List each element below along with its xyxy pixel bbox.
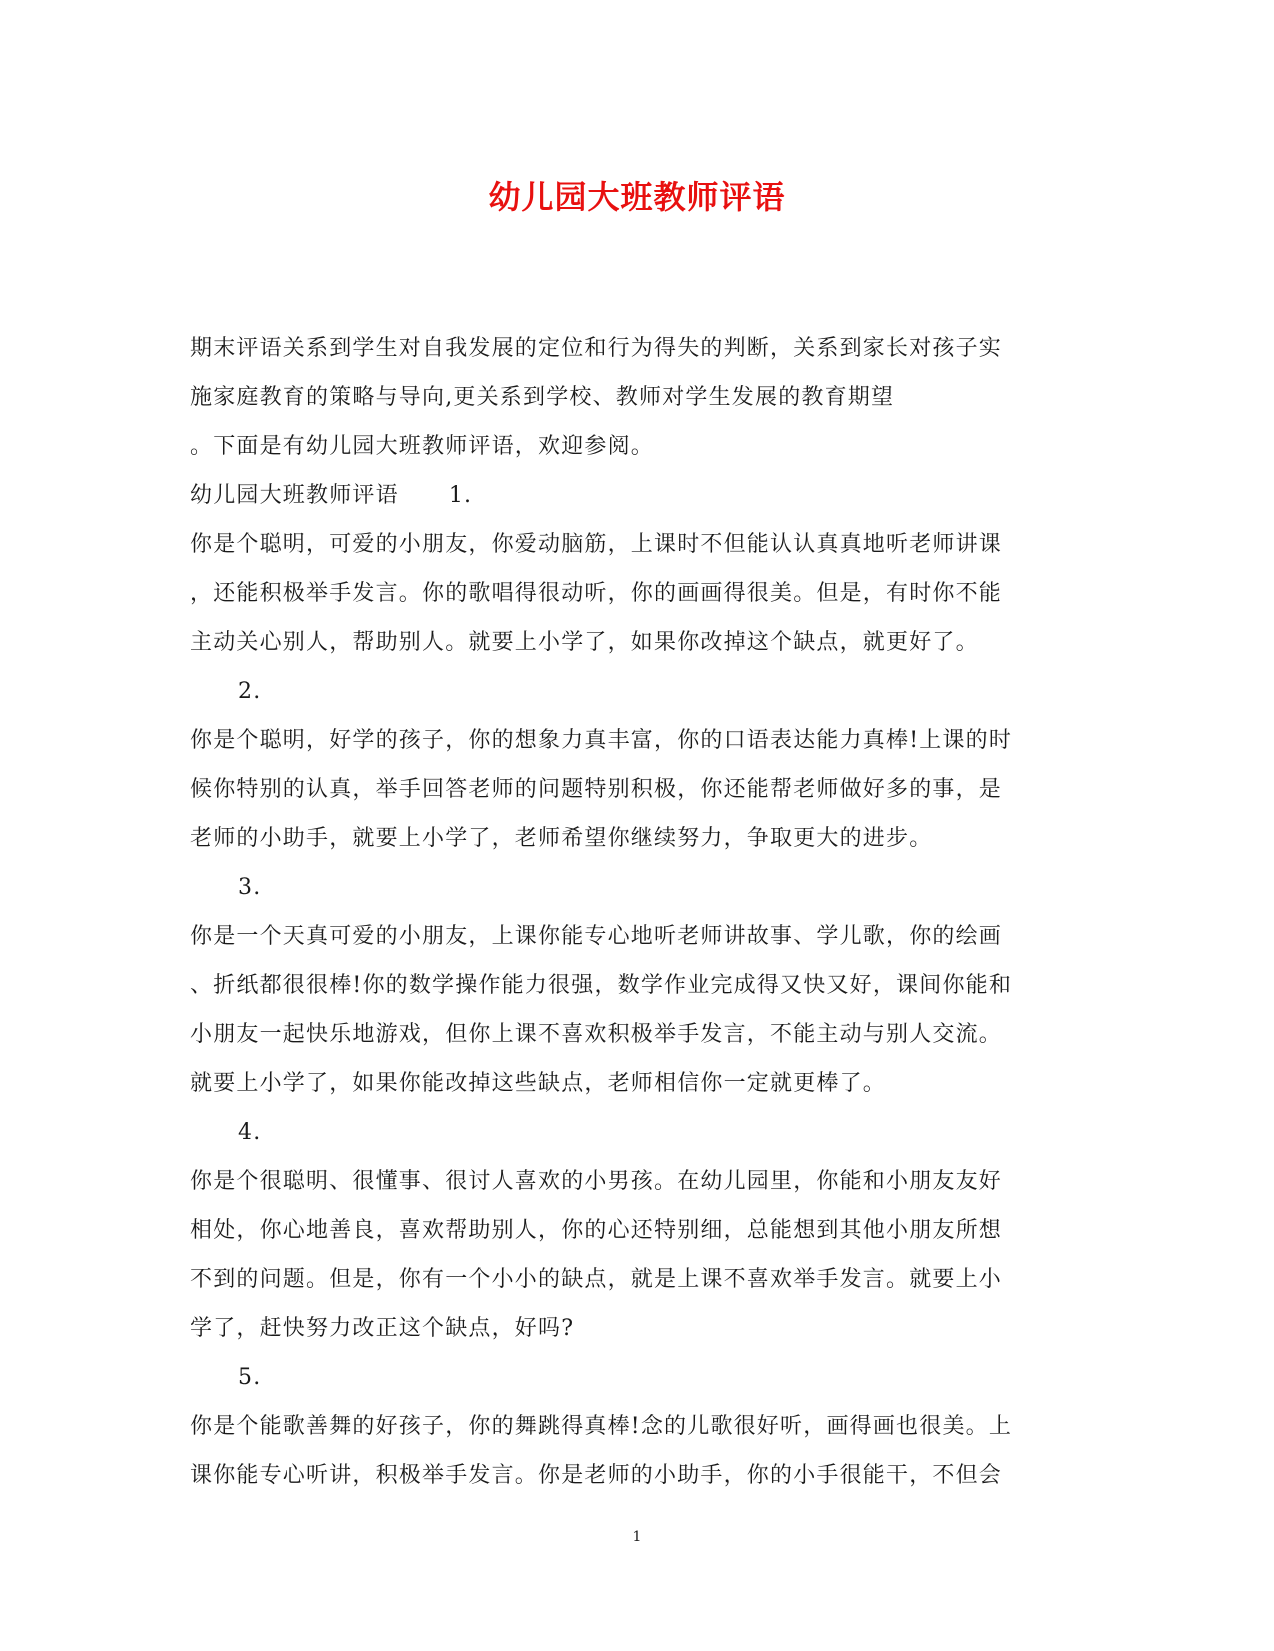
intro-line: 施家庭教育的策略与导向,更关系到学校、教师对学生发展的教育期望: [190, 385, 895, 410]
comment-paragraph: [190, 912, 1090, 1108]
comment-paragraph: [190, 1157, 1090, 1353]
comment-number: 5.: [238, 1365, 262, 1390]
comment-line: 、折纸都很很棒!你的数学操作能力很强，数学作业完成得又快又好，课间你能和: [190, 973, 1013, 998]
comment-line: 主动关心别人，帮助别人。就要上小学了，如果你改掉这个缺点，就更好了。: [190, 630, 979, 655]
comment-line: 老师的小助手，就要上小学了，老师希望你继续努力，争取更大的进步。: [190, 826, 933, 851]
section-heading: [190, 471, 1090, 520]
comment-line: 小朋友一起快乐地游戏，但你上课不喜欢积极举手发言，不能主动与别人交流。: [190, 1022, 1003, 1047]
comment-number: 2.: [238, 679, 262, 704]
comment-line: 你是一个天真可爱的小朋友，上课你能专心地听老师讲故事、学儿歌，你的绘画: [190, 924, 1003, 949]
comment-line: 候你特别的认真，举手回答老师的问题特别积极，你还能帮老师做好多的事，是: [190, 777, 1003, 802]
comment-number: 1.: [448, 483, 473, 508]
section-heading-label: 幼儿园大班教师评语: [190, 483, 399, 508]
comment-line: 你是个聪明，可爱的小朋友，你爱动脑筋，上课时不但能认认真真地听老师讲课: [190, 532, 1003, 557]
comment-line: 相处，你心地善良，喜欢帮助别人，你的心还特别细，总能想到其他小朋友所想: [190, 1218, 1003, 1243]
comment-line: 课你能专心听讲，积极举手发言。你是老师的小助手，你的小手很能干，不但会: [190, 1463, 1003, 1488]
comment-line: ，还能积极举手发言。你的歌唱得很动听，你的画画得很美。但是，有时你不能: [190, 581, 1003, 606]
comment-paragraph: [190, 520, 1090, 667]
comment-number: 4.: [238, 1120, 262, 1145]
document-body: [190, 324, 1090, 1500]
comment-line: 你是个聪明，好学的孩子，你的想象力真丰富，你的口语表达能力真棒!上课的时: [190, 728, 1013, 753]
intro-line: 。下面是有幼儿园大班教师评语，欢迎参阅。: [190, 434, 655, 459]
comment-line: 就要上小学了，如果你能改掉这些缺点，老师相信你一定就更棒了。: [190, 1071, 887, 1096]
page-number: 1: [632, 1529, 642, 1545]
comment-line: 你是个很聪明、很懂事、很讨人喜欢的小男孩。在幼儿园里，你能和小朋友友好: [190, 1169, 1003, 1194]
comment-line: 学了，赶快努力改正这个缺点，好吗?: [190, 1316, 575, 1341]
intro-paragraph: [190, 324, 1090, 471]
comment-number: 3.: [238, 875, 262, 900]
comment-line: 你是个能歌善舞的好孩子，你的舞跳得真棒!念的儿歌很好听，画得画也很美。上: [190, 1414, 1013, 1439]
document-title: 幼儿园大班教师评语: [488, 178, 786, 216]
comment-paragraph: [190, 1402, 1090, 1500]
intro-line: 期末评语关系到学生对自我发展的定位和行为得失的判断，关系到家长对孩子实: [190, 336, 1003, 361]
comment-paragraph: [190, 716, 1090, 863]
comment-line: 不到的问题。但是，你有一个小小的缺点，就是上课不喜欢举手发言。就要上小: [190, 1267, 1003, 1292]
